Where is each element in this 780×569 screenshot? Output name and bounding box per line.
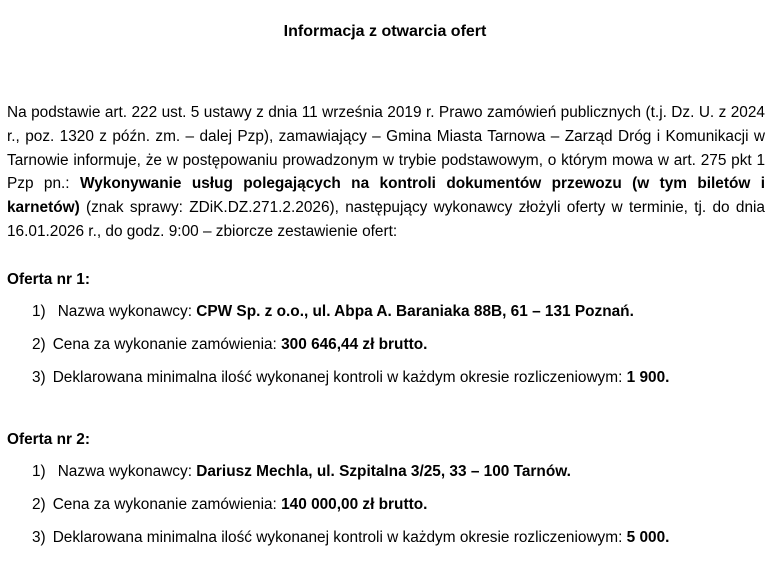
item-number: 1) xyxy=(32,463,46,480)
item-number: 2) xyxy=(32,336,46,353)
procurement-subject: Wykonywanie usług polegających na kontroli dokumentów przewozu (w tym biletów i karnetów) xyxy=(7,175,765,217)
intro-text-part1: Na podstawie art. 222 ust. 5 ustawy z dnia 11 września 2019 r. Prawo zamówień publicznych (t.j. Dz. U. z 2024 r., poz. 1320 z późn. zm. – dalej Pzp), zamawiający – Gmina Miasta Tarnowa – Zarząd Dróg i Komunikacji w Tarnowie informuje, że w postępowaniu prowadzonym w trybie podstawowym, o którym mowa w art. 275 pkt 1 Pzp pn.: xyxy=(7,104,765,193)
item-value: Dariusz Mechla, ul. Szpitalna 3/25, 33 – 100 Tarnów. xyxy=(196,463,571,480)
item-value: 140 000,00 zł brutto. xyxy=(281,496,428,513)
item-label: Nazwa wykonawcy: xyxy=(57,463,197,480)
item-value: 5 000. xyxy=(626,529,670,546)
item-label: Cena za wykonanie zamówienia: xyxy=(52,496,282,513)
offer-2-heading: Oferta nr 2: xyxy=(7,431,90,448)
item-label: Nazwa wykonawcy: xyxy=(57,303,197,320)
intro-text-part2: (znak sprawy: ZDiK.DZ.271.2.2026), następujący wykonawcy złożyli oferty w terminie, tj. do dnia 16.01.2026 r., do godz. 9:00 – zbiorcze zestawienie ofert: xyxy=(7,199,765,240)
item-label: Cena za wykonanie zamówienia: xyxy=(52,336,282,353)
offer-2-min-controls xyxy=(32,527,669,549)
offer-1-heading: Oferta nr 1: xyxy=(7,271,90,288)
offer-2-price xyxy=(32,494,427,516)
item-number: 3) xyxy=(32,529,46,546)
item-value: 300 646,44 zł brutto. xyxy=(281,336,428,353)
document-title: Informacja z otwarcia ofert xyxy=(283,23,487,40)
intro-paragraph xyxy=(7,101,765,244)
offer-1-min-controls xyxy=(32,367,669,389)
item-value: CPW Sp. z o.o., ul. Abpa A. Baraniaka 88B, 61 – 131 Poznań. xyxy=(196,303,634,320)
offer-1-price xyxy=(32,334,427,356)
item-label: Deklarowana minimalna ilość wykonanej kontroli w każdym okresie rozliczeniowym: xyxy=(52,369,627,386)
item-number: 2) xyxy=(32,496,46,513)
offer-1-contractor-name xyxy=(32,301,634,323)
item-number: 3) xyxy=(32,369,46,386)
offer-2-contractor-name xyxy=(32,461,571,483)
item-value: 1 900. xyxy=(626,369,670,386)
item-number: 1) xyxy=(32,303,46,320)
item-label: Deklarowana minimalna ilość wykonanej kontroli w każdym okresie rozliczeniowym: xyxy=(52,529,627,546)
